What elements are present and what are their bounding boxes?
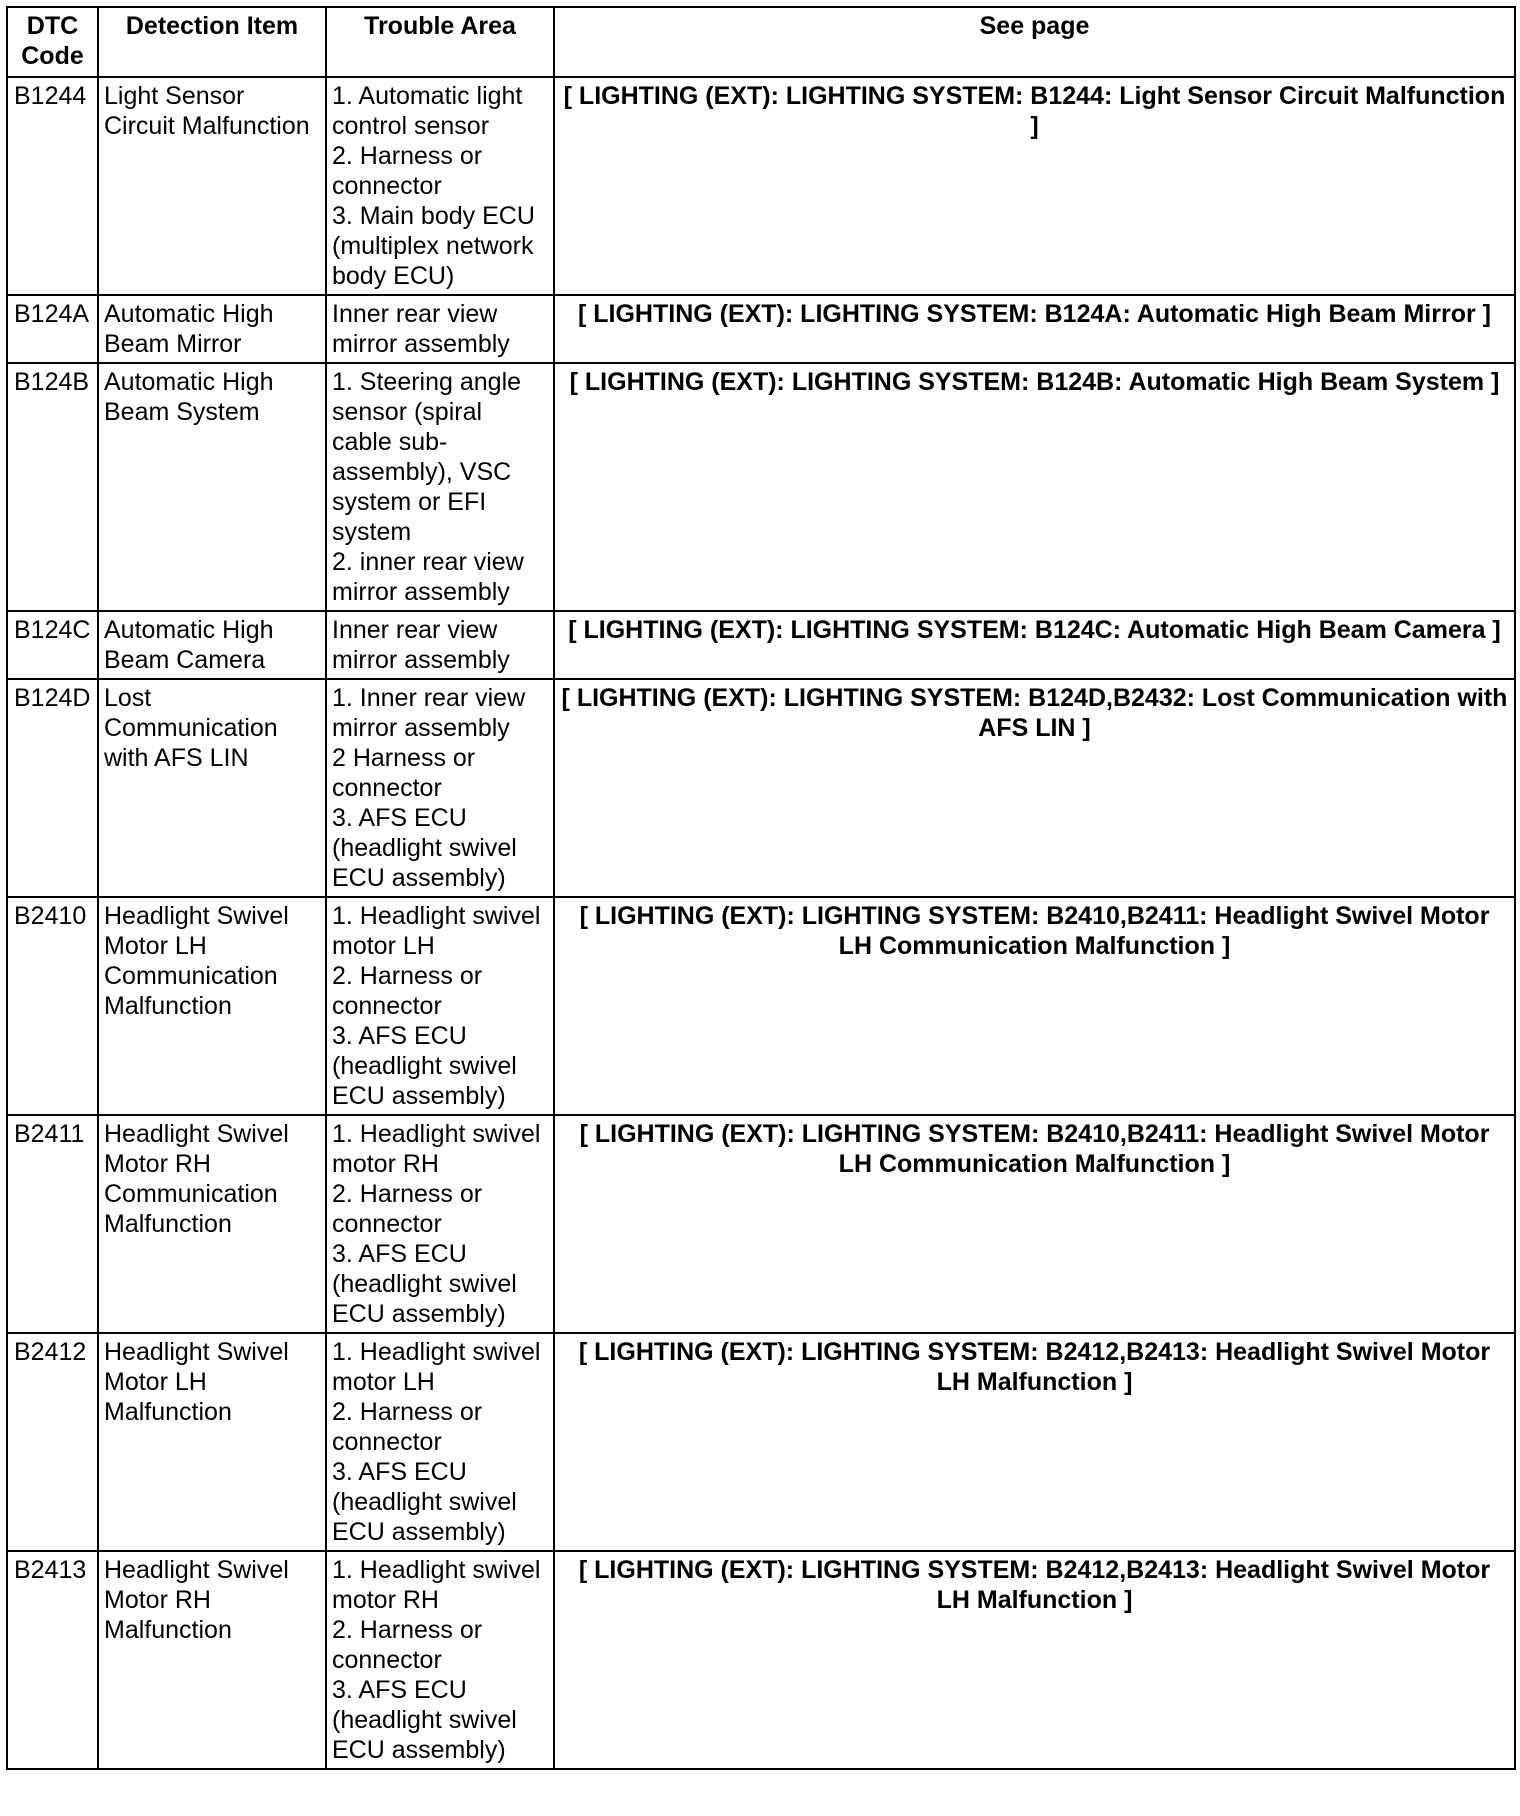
header-dtc-code: DTC Code (7, 7, 98, 77)
detection-item-cell: Automatic High Beam Mirror (98, 295, 326, 363)
trouble-area-line: 3. AFS ECU (headlight swivel ECU assembly) (332, 1676, 517, 1764)
dtc-code-cell: B2412 (7, 1333, 98, 1551)
table-row (7, 1333, 1515, 1551)
table-header (7, 7, 1515, 77)
trouble-area-cell (326, 1115, 554, 1333)
trouble-area-line: 1. Headlight swivel motor LH (332, 1338, 541, 1396)
detection-item-cell: Headlight Swivel Motor LH Communication Malfunction (98, 897, 326, 1115)
trouble-area-line: 2. Harness or connector (332, 962, 483, 1020)
table-row (7, 679, 1515, 897)
detection-item-cell: Light Sensor Circuit Malfunction (98, 77, 326, 295)
detection-item-cell: Lost Communication with AFS LIN (98, 679, 326, 897)
trouble-area-line: 1. Steering angle sensor (spiral cable sub-assembly), VSC system or EFI system (332, 368, 522, 546)
dtc-code-cell: B2410 (7, 897, 98, 1115)
header-row (7, 7, 1515, 77)
dtc-code-cell: B124C (7, 611, 98, 679)
trouble-area-cell (326, 679, 554, 897)
trouble-area-cell (326, 611, 554, 679)
header-detection-item: Detection Item (98, 7, 326, 77)
trouble-area-line: 3. Main body ECU (multiplex network body ECU) (332, 202, 535, 290)
trouble-area-line: 1. Automatic light control sensor (332, 82, 523, 140)
table-row (7, 1551, 1515, 1769)
table-body (7, 77, 1515, 1769)
dtc-code-cell: B1244 (7, 77, 98, 295)
see-page-link[interactable]: [ LIGHTING (EXT): LIGHTING SYSTEM: B2412,B2413: Headlight Swivel Motor LH Malfunction ] (554, 1333, 1515, 1551)
see-page-link[interactable]: [ LIGHTING (EXT): LIGHTING SYSTEM: B124B: Automatic High Beam System ] (554, 363, 1515, 611)
trouble-area-line: 2. Harness or connector (332, 1180, 483, 1238)
header-trouble-area: Trouble Area (326, 7, 554, 77)
trouble-area-line: 2. inner rear view mirror assembly (332, 548, 524, 606)
trouble-area-line: 3. AFS ECU (headlight swivel ECU assembly) (332, 1022, 517, 1110)
trouble-area-cell (326, 1551, 554, 1769)
table-row (7, 1115, 1515, 1333)
detection-item-cell: Headlight Swivel Motor RH Communication Malfunction (98, 1115, 326, 1333)
see-page-link[interactable]: [ LIGHTING (EXT): LIGHTING SYSTEM: B1244: Light Sensor Circuit Malfunction ] (554, 77, 1515, 295)
detection-item-cell: Automatic High Beam System (98, 363, 326, 611)
trouble-area-line: 1. Headlight swivel motor RH (332, 1120, 541, 1178)
table-row (7, 295, 1515, 363)
table-row (7, 611, 1515, 679)
see-page-link[interactable]: [ LIGHTING (EXT): LIGHTING SYSTEM: B2410,B2411: Headlight Swivel Motor LH Communication Malfunction ] (554, 1115, 1515, 1333)
trouble-area-line: 3. AFS ECU (headlight swivel ECU assembly) (332, 1240, 517, 1328)
detection-item-cell: Headlight Swivel Motor RH Malfunction (98, 1551, 326, 1769)
trouble-area-cell (326, 363, 554, 611)
table-row (7, 897, 1515, 1115)
trouble-area-line: 1. Headlight swivel motor LH (332, 902, 541, 960)
trouble-area-line: 2. Harness or connector (332, 1616, 483, 1674)
trouble-area-cell (326, 897, 554, 1115)
see-page-link[interactable]: [ LIGHTING (EXT): LIGHTING SYSTEM: B124D,B2432: Lost Communication with AFS LIN ] (554, 679, 1515, 897)
trouble-area-line: 3. AFS ECU (headlight swivel ECU assembly) (332, 804, 517, 892)
trouble-area-line: 2. Harness or connector (332, 1398, 483, 1456)
detection-item-cell: Automatic High Beam Camera (98, 611, 326, 679)
see-page-link[interactable]: [ LIGHTING (EXT): LIGHTING SYSTEM: B124C: Automatic High Beam Camera ] (554, 611, 1515, 679)
trouble-area-line: Inner rear view mirror assembly (332, 300, 510, 358)
table-row (7, 77, 1515, 295)
header-see-page: See page (554, 7, 1515, 77)
dtc-code-cell: B2413 (7, 1551, 98, 1769)
see-page-link[interactable]: [ LIGHTING (EXT): LIGHTING SYSTEM: B2410,B2411: Headlight Swivel Motor LH Communication Malfunction ] (554, 897, 1515, 1115)
trouble-area-line: Inner rear view mirror assembly (332, 616, 510, 674)
see-page-link[interactable]: [ LIGHTING (EXT): LIGHTING SYSTEM: B2412,B2413: Headlight Swivel Motor LH Malfunction ] (554, 1551, 1515, 1769)
table-row (7, 363, 1515, 611)
dtc-table (6, 6, 1516, 1770)
trouble-area-line: 2 Harness or connector (332, 744, 476, 802)
dtc-code-cell: B124B (7, 363, 98, 611)
dtc-code-cell: B2411 (7, 1115, 98, 1333)
trouble-area-line: 1. Headlight swivel motor RH (332, 1556, 541, 1614)
trouble-area-cell (326, 1333, 554, 1551)
dtc-code-cell: B124A (7, 295, 98, 363)
trouble-area-line: 2. Harness or connector (332, 142, 483, 200)
see-page-link[interactable]: [ LIGHTING (EXT): LIGHTING SYSTEM: B124A: Automatic High Beam Mirror ] (554, 295, 1515, 363)
trouble-area-cell (326, 295, 554, 363)
detection-item-cell: Headlight Swivel Motor LH Malfunction (98, 1333, 326, 1551)
trouble-area-line: 3. AFS ECU (headlight swivel ECU assembly) (332, 1458, 517, 1546)
trouble-area-line: 1. Inner rear view mirror assembly (332, 684, 526, 742)
trouble-area-cell (326, 77, 554, 295)
dtc-code-cell: B124D (7, 679, 98, 897)
